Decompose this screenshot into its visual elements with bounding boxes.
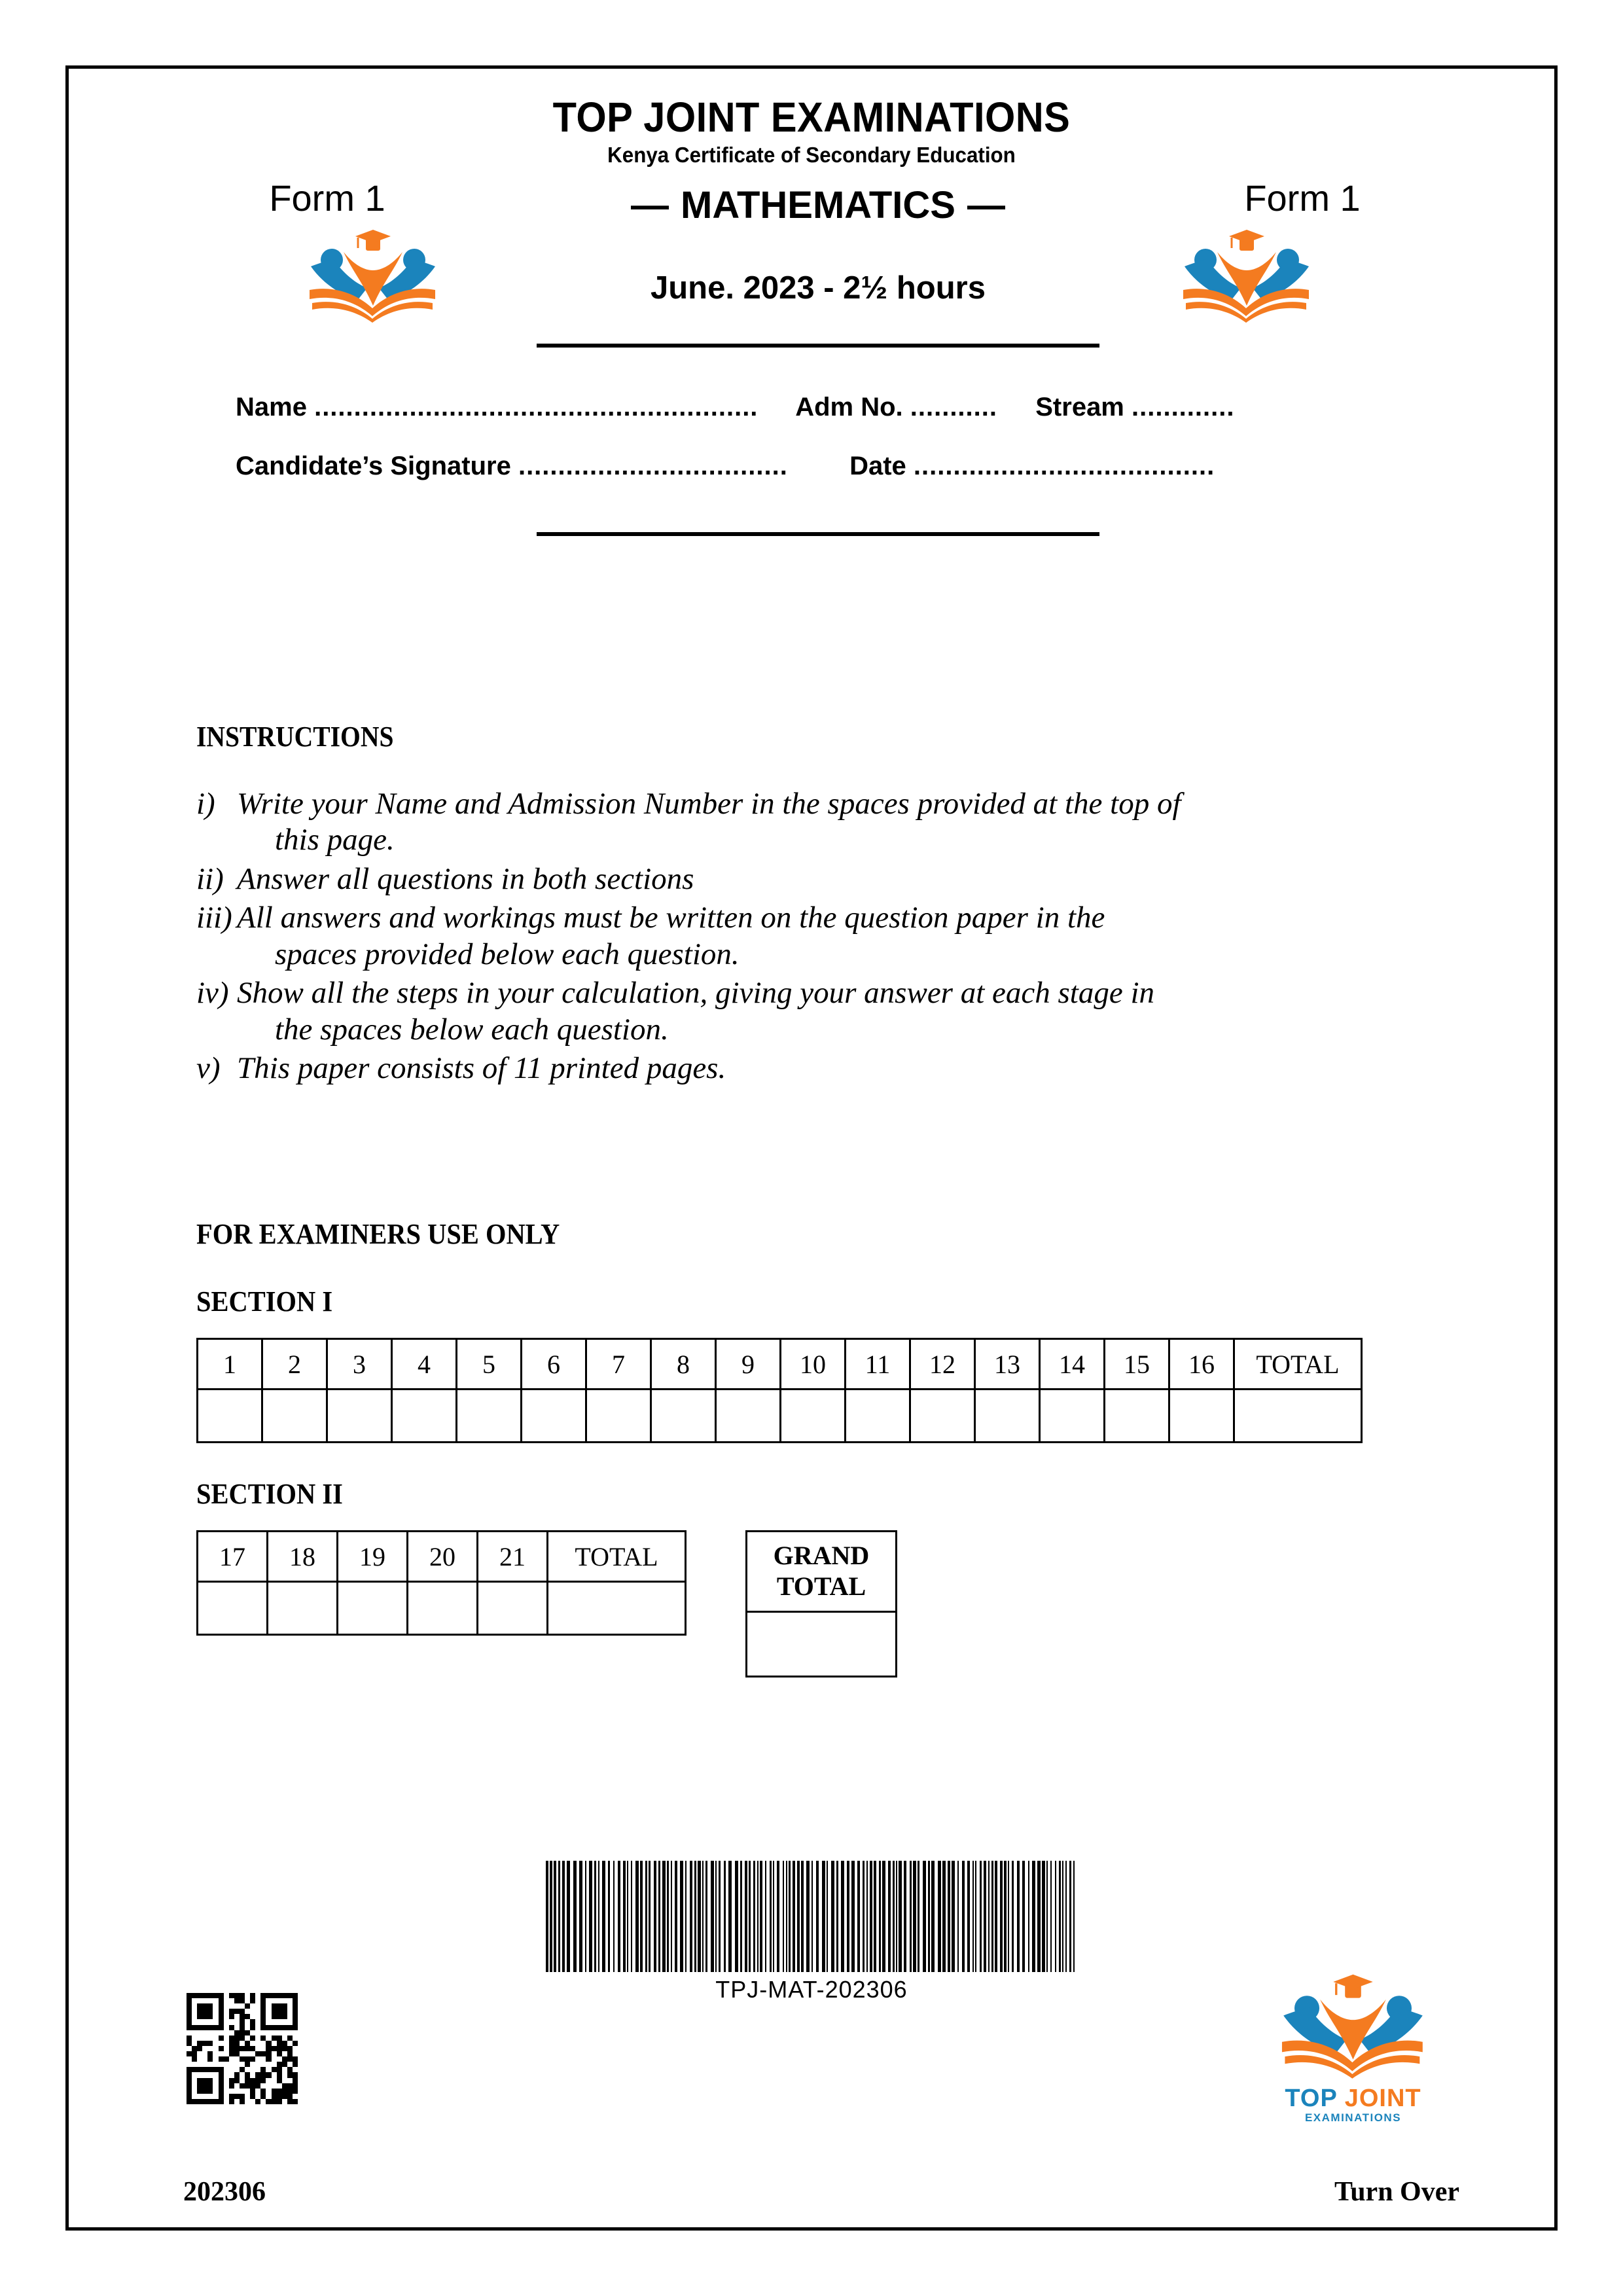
instruction-line-1: Answer all questions in both sections (237, 861, 694, 896)
section1-col-header: 1 (198, 1339, 262, 1390)
grand-total-label (747, 1532, 895, 1613)
section2-col-header: 17 (198, 1532, 268, 1582)
section1-score-cell[interactable] (846, 1390, 910, 1443)
form-level-right: Form 1 (1244, 177, 1361, 219)
section2-score-cell[interactable] (338, 1582, 408, 1635)
section1-col-header: 6 (522, 1339, 586, 1390)
instruction-marker: i) (196, 787, 215, 821)
form-level-left: Form 1 (269, 177, 385, 219)
section1-score-cell[interactable] (910, 1390, 975, 1443)
table-row-scores (198, 1390, 1362, 1443)
instruction-text (237, 786, 1479, 859)
instruction-text (237, 1050, 1479, 1086)
adm-no-label: Adm No. (795, 393, 903, 422)
name-label: Name (236, 393, 307, 422)
section1-score-cell[interactable] (781, 1390, 846, 1443)
exam-body-title: TOP JOINT EXAMINATIONS (552, 94, 1071, 141)
instruction-text (237, 861, 1479, 897)
section1-col-header: 16 (1169, 1339, 1234, 1390)
section1-score-cell[interactable] (1040, 1390, 1105, 1443)
examiners-section (196, 1217, 1479, 1677)
instruction-item (196, 975, 1479, 1048)
instruction-text (237, 975, 1479, 1048)
section1-score-cell[interactable] (198, 1390, 262, 1443)
section1-col-header: 9 (716, 1339, 781, 1390)
section1-col-header: 5 (457, 1339, 522, 1390)
section1-total-cell[interactable] (1234, 1390, 1362, 1443)
dash-left: — (631, 184, 669, 226)
table-row-headers (198, 1339, 1362, 1390)
instruction-line-2: spaces provided below each question. (275, 937, 740, 971)
examiners-heading: FOR EXAMINERS USE ONLY (196, 1218, 560, 1250)
section2-total-cell[interactable] (548, 1582, 686, 1635)
section1-col-header: 13 (975, 1339, 1040, 1390)
instruction-item (196, 861, 1479, 897)
section2-col-header: 19 (338, 1532, 408, 1582)
section1-col-header: 14 (1040, 1339, 1105, 1390)
barcode-label: TPJ-MAT-202306 (715, 1976, 908, 2003)
instruction-marker: ii) (196, 861, 224, 896)
grand-total-value-cell[interactable] (747, 1613, 895, 1676)
section2-score-cell[interactable] (268, 1582, 338, 1635)
section1-score-cell[interactable] (262, 1390, 327, 1443)
logo-word-joint: JOINT (1344, 2085, 1421, 2112)
section2-col-header: 21 (478, 1532, 548, 1582)
candidate-signature-row (236, 452, 1459, 481)
logo-word-top: TOP (1285, 2085, 1338, 2112)
top-joint-logo-right (1178, 226, 1315, 324)
section1-col-header: 4 (392, 1339, 457, 1390)
section2-score-cell[interactable] (478, 1582, 548, 1635)
header-rule-lower (537, 532, 1099, 536)
name-input-dots[interactable]: ........................................................ (314, 393, 758, 422)
subject-name: MATHEMATICS (681, 184, 955, 226)
section2-col-header: 20 (408, 1532, 478, 1582)
page-content (65, 65, 1558, 2231)
section1-score-cell[interactable] (651, 1390, 716, 1443)
certificate-subtitle: Kenya Certificate of Secondary Education (607, 143, 1016, 167)
date-duration: June. 2023 - 2½ hours (651, 270, 986, 306)
section-2-row (196, 1511, 1479, 1677)
section2-total-header: TOTAL (548, 1532, 686, 1582)
barcode-image (546, 1861, 1078, 1972)
section1-col-header: 3 (327, 1339, 392, 1390)
section1-col-header: 7 (586, 1339, 651, 1390)
qr-code (187, 1993, 298, 2104)
section1-score-cell[interactable] (716, 1390, 781, 1443)
grand-total-box (745, 1530, 897, 1677)
section1-col-header: 15 (1105, 1339, 1169, 1390)
stream-label: Stream (1035, 393, 1124, 422)
section-1-marks-table (196, 1338, 1363, 1443)
instructions-list (196, 786, 1479, 1087)
section2-score-cell[interactable] (198, 1582, 268, 1635)
section-1-heading: SECTION I (196, 1285, 333, 1318)
instruction-item (196, 900, 1479, 973)
instruction-marker: iv) (196, 976, 229, 1011)
logo-mark-icon (1276, 1970, 1430, 2080)
table-row-headers (198, 1532, 686, 1582)
section1-total-header: TOTAL (1234, 1339, 1362, 1390)
instruction-line-1: Write your Name and Admission Number in the spaces provided at the top of (237, 787, 1181, 821)
section1-score-cell[interactable] (975, 1390, 1040, 1443)
instruction-marker: iii) (196, 901, 232, 935)
section1-score-cell[interactable] (522, 1390, 586, 1443)
section1-col-header: 12 (910, 1339, 975, 1390)
instruction-line-1: All answers and workings must be written on the question paper in the (237, 901, 1105, 935)
signature-input-dots[interactable]: .................................. (518, 452, 788, 480)
dash-right: — (967, 184, 1005, 226)
instruction-item (196, 786, 1479, 859)
qr-code-image (187, 1993, 298, 2104)
adm-no-input-dots[interactable]: ........... (910, 393, 997, 422)
signature-label: Candidate’s Signature (236, 452, 511, 480)
page-footer (183, 2176, 1459, 2208)
section1-score-cell[interactable] (392, 1390, 457, 1443)
logo-wordmark (1276, 2085, 1430, 2113)
top-joint-logo-left (304, 226, 442, 324)
header-rule-upper (537, 344, 1099, 348)
paper-header (65, 65, 1558, 583)
section2-score-cell[interactable] (408, 1582, 478, 1635)
table-row-scores (198, 1582, 686, 1635)
instruction-line-2: this page. (275, 823, 395, 857)
section-2-heading: SECTION II (196, 1478, 343, 1510)
instruction-text (237, 900, 1479, 973)
section1-col-header: 10 (781, 1339, 846, 1390)
section1-score-cell[interactable] (1169, 1390, 1234, 1443)
turn-over-note: Turn Over (1334, 2177, 1459, 2207)
date-label: Date (849, 452, 906, 480)
date-input-dots[interactable]: ...................................... (913, 452, 1215, 480)
instruction-marker: v) (196, 1051, 221, 1086)
stream-input-dots[interactable]: ............. (1132, 393, 1235, 422)
section1-score-cell[interactable] (457, 1390, 522, 1443)
instruction-item (196, 1050, 1479, 1086)
section2-col-header: 18 (268, 1532, 338, 1582)
instruction-line-1: This paper consists of 11 printed pages. (237, 1051, 726, 1086)
top-joint-logo-footer (1276, 1970, 1430, 2125)
instructions-heading: INSTRUCTIONS (196, 721, 394, 753)
section1-col-header: 11 (846, 1339, 910, 1390)
section-2-marks-table (196, 1530, 687, 1636)
section1-score-cell[interactable] (1105, 1390, 1169, 1443)
instruction-line-2: the spaces below each question. (275, 1012, 669, 1047)
logo-word-examinations: EXAMINATIONS (1304, 2111, 1402, 2124)
subject-title (524, 183, 1113, 227)
candidate-name-row (236, 393, 1459, 422)
section1-score-cell[interactable] (586, 1390, 651, 1443)
instructions-section (196, 720, 1479, 1090)
instruction-line-1: Show all the steps in your calculation, giving your answer at each stage in (237, 976, 1155, 1011)
section1-score-cell[interactable] (327, 1390, 392, 1443)
page-code: 202306 (183, 2177, 266, 2207)
grand-total-label-line1: GRAND (773, 1541, 870, 1570)
section1-col-header: 2 (262, 1339, 327, 1390)
grand-total-label-line2: TOTAL (776, 1571, 866, 1602)
section1-col-header: 8 (651, 1339, 716, 1390)
